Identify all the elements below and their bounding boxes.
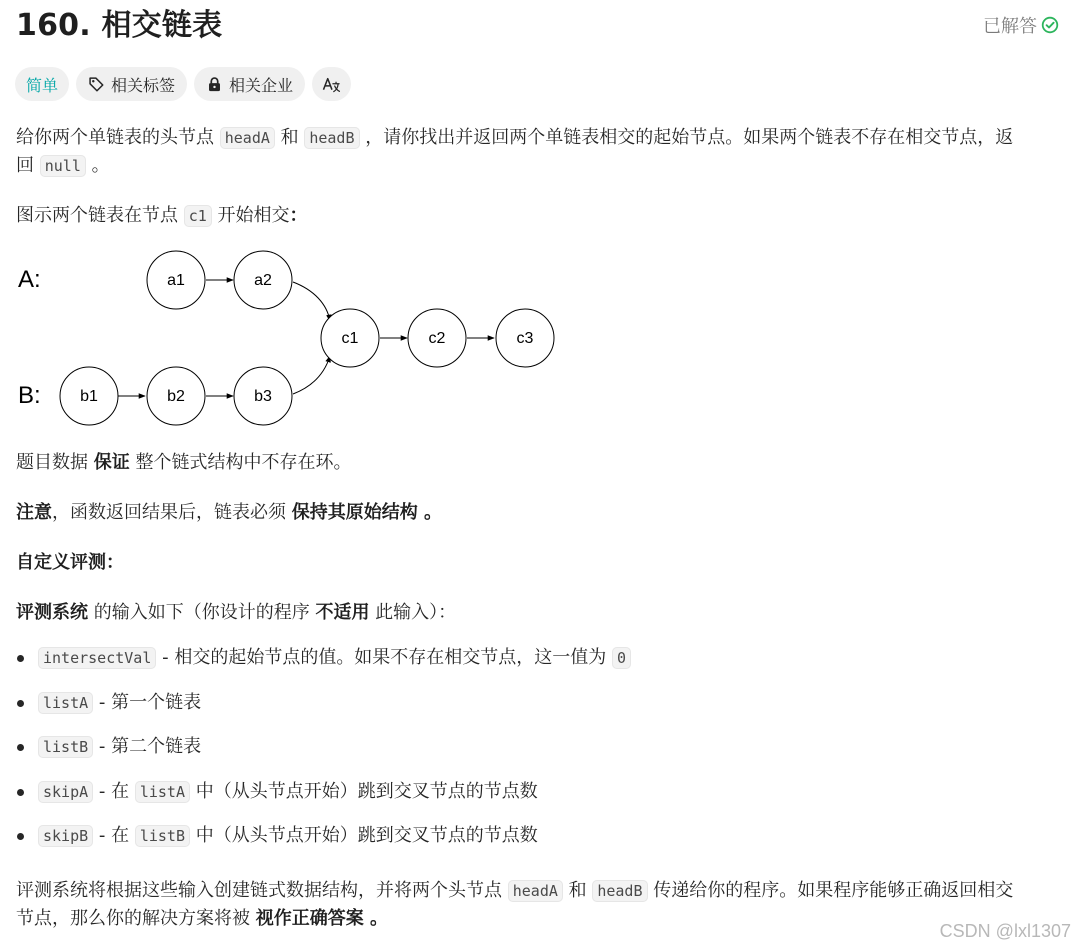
difficulty-label: 简单 bbox=[26, 75, 59, 95]
bold-text: 不适用 bbox=[315, 602, 370, 623]
bold-text: 视作正确答案 bbox=[255, 908, 364, 929]
node-label-c3: c3 bbox=[516, 330, 534, 347]
code-skipA: skipA bbox=[38, 781, 93, 803]
linked-list-diagram bbox=[16, 243, 596, 433]
text: 和 bbox=[562, 880, 593, 901]
check-circle-icon bbox=[1041, 16, 1059, 34]
list-item bbox=[16, 778, 631, 823]
text: 节点，那么你的解决方案将被 bbox=[16, 908, 256, 929]
related-companies-label: 相关企业 bbox=[229, 75, 294, 95]
text: 此输入）： bbox=[369, 602, 457, 623]
translate-icon bbox=[322, 76, 341, 93]
node-label-c2: c2 bbox=[428, 330, 446, 347]
text: - 相交的起始节点的值。如果不存在相交节点，这一值为 bbox=[156, 647, 613, 668]
description-paragraph-6 bbox=[16, 599, 456, 627]
tag-row bbox=[15, 67, 351, 101]
bold-text: 保持其原始结构 bbox=[291, 502, 418, 523]
text: - 第二个链表 bbox=[93, 736, 202, 757]
description-paragraph-2 bbox=[16, 202, 308, 230]
text: 中（从头节点开始）跳到交叉节点的节点数 bbox=[189, 780, 538, 802]
tag-icon bbox=[88, 76, 105, 93]
text: 开始相交 bbox=[211, 205, 290, 226]
text: 评测系统将根据这些输入创建链式数据结构，并将两个头节点 bbox=[16, 880, 508, 901]
text: 。 bbox=[363, 908, 389, 929]
code-headA: headA bbox=[220, 127, 275, 149]
text: 图示两个链表在节点 bbox=[16, 205, 184, 226]
text: - 第一个链表 bbox=[93, 691, 202, 713]
code-headB: headB bbox=[592, 880, 647, 902]
code-listB: listB bbox=[135, 825, 190, 847]
text: 的输入如下（你设计的程序 bbox=[88, 602, 316, 623]
code-zero: 0 bbox=[612, 647, 631, 669]
translate-button[interactable] bbox=[312, 67, 351, 101]
list-a-label: A: bbox=[18, 266, 41, 293]
text: 传递给你的程序。如果程序能够正确返回相交 bbox=[647, 880, 1014, 901]
description-paragraph-4 bbox=[16, 499, 442, 527]
lock-icon bbox=[206, 76, 223, 93]
code-listA: listA bbox=[38, 692, 93, 714]
list-item bbox=[16, 689, 631, 734]
custom-judge-heading bbox=[16, 549, 124, 577]
bold-text: 评测系统 bbox=[16, 602, 88, 623]
node-label-b3: b3 bbox=[254, 388, 272, 405]
text: ： bbox=[289, 205, 308, 226]
watermark: CSDN @lxl1307 bbox=[939, 921, 1071, 941]
code-listA: listA bbox=[135, 781, 190, 803]
description-paragraph-1 bbox=[16, 124, 1013, 180]
bold-text: 保证 bbox=[93, 452, 130, 473]
node-label-b1: b1 bbox=[80, 388, 98, 405]
text: - 在 bbox=[93, 825, 135, 846]
text: ，函数返回结果后，链表必须 bbox=[52, 502, 292, 523]
related-companies-button[interactable] bbox=[194, 67, 305, 101]
text: - 在 bbox=[93, 780, 135, 802]
input-parameter-list bbox=[16, 644, 631, 867]
list-item bbox=[16, 822, 631, 867]
list-b-label: B: bbox=[18, 382, 41, 409]
description-paragraph-3 bbox=[16, 449, 351, 477]
difficulty-badge[interactable] bbox=[15, 67, 69, 101]
text: 题目数据 bbox=[16, 452, 94, 473]
code-headB: headB bbox=[304, 127, 359, 149]
list-item bbox=[16, 644, 631, 689]
code-null: null bbox=[40, 155, 86, 177]
node-label-a1: a1 bbox=[167, 272, 185, 289]
text: 整个链式结构中不存在环。 bbox=[129, 452, 352, 473]
bold-text: 注意 bbox=[16, 502, 52, 523]
text: ，请你找出并返回两个单链表相交的起始节点。如果两个链表不存在相交节点，返 bbox=[359, 127, 1014, 148]
solved-status bbox=[983, 12, 1059, 38]
related-tags-label: 相关标签 bbox=[111, 75, 176, 95]
text: 。 bbox=[417, 502, 443, 523]
list-item bbox=[16, 733, 631, 778]
code-c1: c1 bbox=[184, 205, 212, 227]
text: 回 bbox=[16, 155, 40, 176]
text: 。 bbox=[85, 155, 110, 176]
node-label-c1: c1 bbox=[341, 330, 359, 347]
text: 和 bbox=[274, 127, 305, 148]
text: 中（从头节点开始）跳到交叉节点的节点数 bbox=[189, 825, 538, 846]
text: 给你两个单链表的头节点 bbox=[16, 127, 220, 148]
solved-label: 已解答 bbox=[983, 16, 1037, 37]
node-label-b2: b2 bbox=[167, 388, 185, 405]
code-intersectVal: intersectVal bbox=[38, 647, 156, 669]
closing-paragraph bbox=[16, 877, 1013, 933]
code-skipB: skipB bbox=[38, 825, 93, 847]
node-label-a2: a2 bbox=[254, 272, 272, 289]
problem-title: 160. 相交链表 bbox=[16, 8, 223, 43]
bold-text: 自定义评测： bbox=[16, 552, 124, 573]
related-tags-button[interactable] bbox=[76, 67, 187, 101]
code-headA: headA bbox=[508, 880, 563, 902]
code-listB: listB bbox=[38, 736, 93, 758]
